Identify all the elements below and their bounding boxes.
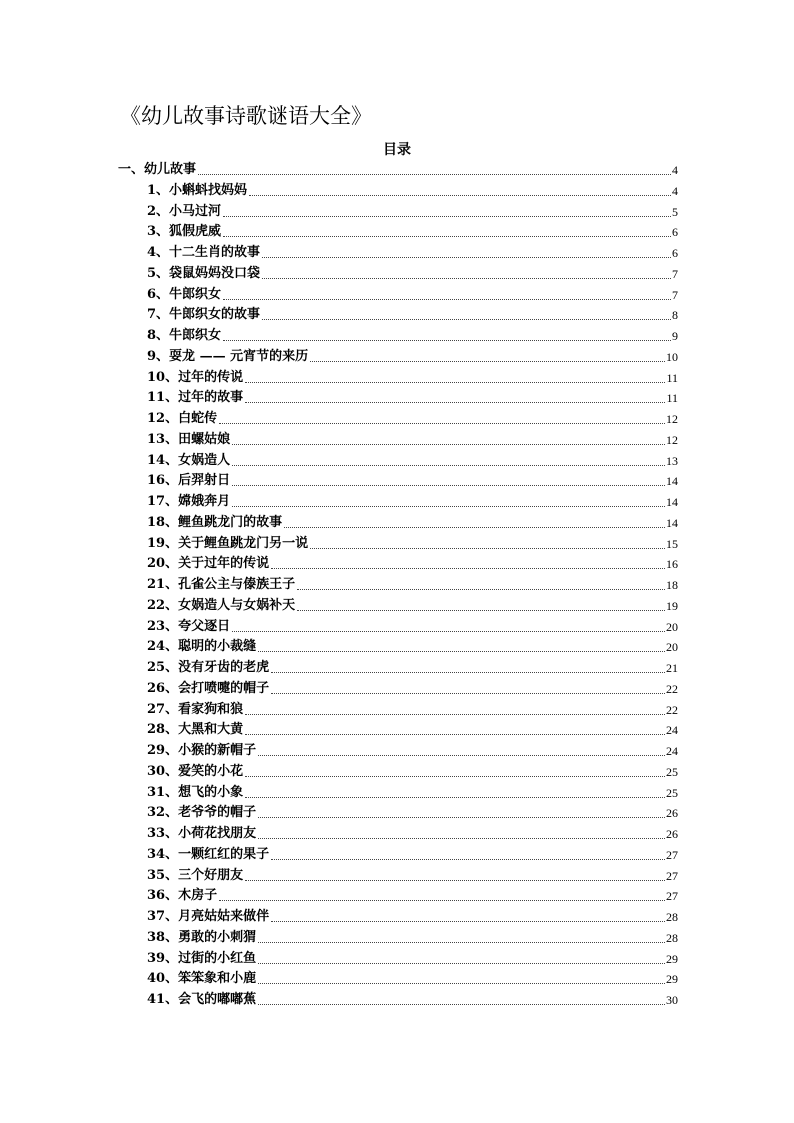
toc-dot-leader <box>310 547 665 549</box>
toc-dot-leader <box>258 837 665 839</box>
toc-entry-label: 31、想飞的小象 <box>147 784 244 800</box>
toc-entry-label: 41、会飞的嘟嘟蕉 <box>147 992 257 1007</box>
toc-dot-leader <box>258 816 665 818</box>
toc-entry-label: 25、没有牙齿的老虎 <box>147 660 270 675</box>
toc-dot-leader <box>262 318 671 320</box>
toc-entry[interactable] <box>147 760 678 780</box>
toc-entry-page: 9 <box>672 329 678 343</box>
toc-entry[interactable] <box>147 926 678 946</box>
toc-entry[interactable] <box>147 179 678 199</box>
toc-entry[interactable] <box>147 718 678 738</box>
toc-entry-page: 19 <box>666 598 678 613</box>
toc-entry[interactable] <box>147 698 678 718</box>
toc-entry-label: 6、牛郎织女 <box>147 286 222 302</box>
toc-entry[interactable] <box>147 822 678 842</box>
toc-entry-label: 28、大黑和大黄 <box>147 722 244 738</box>
toc-entry-page: 20 <box>666 619 678 634</box>
toc-entry-page: 25 <box>666 785 678 800</box>
toc-entry-page: 15 <box>666 536 678 551</box>
toc-entry-page: 12 <box>666 432 678 447</box>
toc-entry-label: 5、袋鼠妈妈没口袋 <box>147 265 261 281</box>
toc-entry-label: 4、十二生肖的故事 <box>147 245 261 260</box>
toc-entry[interactable] <box>147 303 678 323</box>
toc-entry-page: 14 <box>666 515 678 530</box>
toc-entry-page: 14 <box>666 474 678 489</box>
toc-entry-label: 35、三个好朋友 <box>147 867 244 883</box>
toc-entry[interactable] <box>147 220 678 240</box>
toc-entry-page: 27 <box>666 868 678 883</box>
toc-entry-page: 29 <box>666 972 678 987</box>
toc-dot-leader <box>258 650 665 652</box>
toc-entry-label: 13、田螺姑娘 <box>147 431 231 447</box>
toc-dot-leader <box>258 1003 665 1005</box>
toc-entry[interactable] <box>147 573 678 593</box>
toc-dot-leader <box>297 588 665 590</box>
toc-entry-label: 1、小蝌蚪找妈妈 <box>147 182 248 198</box>
toc-entry[interactable] <box>118 158 678 178</box>
toc-entry-label: 21、孔雀公主与傣族王子 <box>147 577 296 592</box>
toc-entry[interactable] <box>147 677 678 697</box>
toc-entry[interactable] <box>147 345 678 365</box>
toc-entry-label: 23、夸父逐日 <box>147 618 231 634</box>
toc-entry[interactable] <box>147 552 678 572</box>
toc-dot-leader <box>232 484 665 486</box>
toc-dot-leader <box>258 962 665 964</box>
toc-dot-leader <box>232 505 665 507</box>
toc-dot-leader <box>297 609 665 611</box>
toc-entry-label: 20、关于过年的传说 <box>147 556 270 572</box>
toc-entry-page: 24 <box>666 744 678 758</box>
toc-dot-leader <box>249 194 671 196</box>
toc-entry[interactable] <box>147 262 678 282</box>
toc-entry-label: 19、关于鲤鱼跳龙门另一说 <box>147 535 309 551</box>
toc-entry-label: 一、幼儿故事 <box>118 162 197 177</box>
toc-dot-leader <box>271 692 665 694</box>
toc-entry-page: 12 <box>666 412 678 426</box>
toc-entry-label: 11、过年的故事 <box>147 390 244 406</box>
toc-dot-leader <box>258 941 665 943</box>
toc-entry-label: 33、小荷花找朋友 <box>147 826 257 841</box>
toc-entry[interactable] <box>147 407 678 427</box>
toc-entry-label: 2、小马过河 <box>147 203 222 219</box>
toc-entry-label: 14、女娲造人 <box>147 452 231 468</box>
toc-entry-page: 30 <box>666 993 678 1007</box>
toc-entry[interactable] <box>147 739 678 759</box>
toc-entry-label: 3、狐假虎威 <box>147 224 222 240</box>
toc-dot-leader <box>245 733 665 735</box>
toc-entry-label: 26、会打喷嚏的帽子 <box>147 680 270 696</box>
toc-entry-page: 27 <box>666 889 678 904</box>
toc-entry[interactable] <box>147 615 678 635</box>
toc-dot-leader <box>245 401 665 403</box>
toc-entry-label: 29、小猴的新帽子 <box>147 743 257 758</box>
toc-entry-page: 14 <box>666 495 678 509</box>
toc-entry-page: 16 <box>666 557 678 572</box>
toc-entry[interactable] <box>147 635 678 655</box>
toc-entry[interactable] <box>147 428 678 448</box>
toc-dot-leader <box>223 339 671 341</box>
toc-dot-leader <box>258 982 665 984</box>
toc-entry-page: 11 <box>666 370 678 385</box>
toc-entry-label: 37、月亮姑姑来做伴 <box>147 909 270 924</box>
toc-entry[interactable] <box>147 843 678 863</box>
toc-entry[interactable] <box>147 656 678 676</box>
toc-entry[interactable] <box>147 967 678 987</box>
toc-entry-page: 11 <box>666 391 678 406</box>
toc-entry-page: 22 <box>666 702 678 717</box>
toc-entry-label: 7、牛郎织女的故事 <box>147 307 261 323</box>
toc-dot-leader <box>262 256 671 258</box>
toc-entry-page: 8 <box>672 308 678 323</box>
toc-dot-leader <box>223 215 671 217</box>
toc-entry-page: 26 <box>666 827 678 841</box>
toc-entry[interactable] <box>147 490 678 510</box>
toc-entry-page: 29 <box>666 951 678 966</box>
toc-heading: 目录 <box>383 142 411 158</box>
toc-dot-leader <box>219 422 665 424</box>
toc-dot-leader <box>271 567 665 569</box>
toc-entry[interactable] <box>147 781 678 801</box>
toc-entry-label: 9、耍龙 —— 元宵节的来历 <box>147 348 309 364</box>
toc-entry[interactable] <box>147 801 678 821</box>
toc-dot-leader <box>232 630 665 632</box>
toc-entry-label: 34、一颗红红的果子 <box>147 846 270 862</box>
toc-entry-label: 30、爱笑的小花 <box>147 763 244 779</box>
toc-entry[interactable] <box>147 864 678 884</box>
toc-dot-leader <box>223 298 671 300</box>
toc-entry[interactable] <box>147 241 678 261</box>
toc-dot-leader <box>245 381 665 383</box>
toc-dot-leader <box>245 713 665 715</box>
toc-entry-page: 28 <box>666 910 678 924</box>
toc-entry[interactable] <box>147 449 678 469</box>
toc-entry-label: 24、聪明的小裁缝 <box>147 639 257 655</box>
toc-dot-leader <box>245 796 665 798</box>
toc-entry-label: 39、过街的小红鱼 <box>147 950 257 966</box>
toc-entry-label: 32、老爷爷的帽子 <box>147 805 257 821</box>
toc-entry-page: 6 <box>672 225 678 240</box>
toc-entry-page: 7 <box>672 266 678 281</box>
toc-dot-leader <box>223 235 671 237</box>
toc-entry-page: 26 <box>666 806 678 821</box>
toc-entry-page: 18 <box>666 578 678 592</box>
toc-dot-leader <box>232 464 665 466</box>
toc-dot-leader <box>245 775 665 777</box>
toc-entry[interactable] <box>147 594 678 614</box>
document-title: 《幼儿故事诗歌谜语大全》 <box>120 104 372 128</box>
toc-entry-page: 13 <box>666 453 678 468</box>
toc-entry-page: 4 <box>672 183 678 198</box>
toc-entry[interactable] <box>147 884 678 904</box>
toc-dot-leader <box>284 526 665 528</box>
toc-entry-label: 18、鲤鱼跳龙门的故事 <box>147 514 283 530</box>
toc-entry[interactable] <box>147 386 678 406</box>
toc-entry-page: 24 <box>666 723 678 738</box>
toc-entry-page: 22 <box>666 681 678 696</box>
toc-dot-leader <box>310 360 665 362</box>
toc-entry-page: 10 <box>666 349 678 364</box>
toc-entry[interactable] <box>147 532 678 552</box>
toc-entry-label: 10、过年的传说 <box>147 369 244 385</box>
toc-entry[interactable] <box>147 947 678 967</box>
toc-entry-label: 27、看家狗和狼 <box>147 701 244 717</box>
toc-entry-label: 40、笨笨象和小鹿 <box>147 971 257 987</box>
toc-entry-page: 21 <box>666 661 678 675</box>
toc-entry-page: 6 <box>672 246 678 260</box>
toc-entry[interactable] <box>147 283 678 303</box>
toc-dot-leader <box>258 754 665 756</box>
toc-entry-page: 5 <box>672 204 678 219</box>
toc-dot-leader <box>245 879 665 881</box>
toc-entry-page: 4 <box>672 163 678 177</box>
toc-entry[interactable] <box>147 469 678 489</box>
toc-dot-leader <box>271 671 665 673</box>
toc-dot-leader <box>271 858 665 860</box>
toc-entry[interactable] <box>147 905 678 925</box>
toc-dot-leader <box>198 173 671 175</box>
toc-dot-leader <box>271 920 665 922</box>
toc-entry-label: 38、勇敢的小刺猬 <box>147 929 257 945</box>
toc-entry[interactable] <box>147 511 678 531</box>
toc-entry-page: 20 <box>666 640 678 655</box>
toc-entry-label: 16、后羿射日 <box>147 473 231 489</box>
toc-entry-page: 25 <box>666 764 678 779</box>
toc-entry-page: 28 <box>666 930 678 945</box>
toc-entry-label: 17、嫦娥奔月 <box>147 494 231 509</box>
toc-dot-leader <box>219 899 665 901</box>
toc-dot-leader <box>232 443 665 445</box>
toc-entry[interactable] <box>147 366 678 386</box>
toc-entry-label: 8、牛郎织女 <box>147 328 222 343</box>
toc-entry-label: 36、木房子 <box>147 888 218 904</box>
toc-entry-label: 12、白蛇传 <box>147 411 218 426</box>
toc-entry-label: 22、女娲造人与女娲补天 <box>147 597 296 613</box>
toc-entry-page: 27 <box>666 847 678 862</box>
toc-entry-page: 7 <box>672 287 678 302</box>
toc-entry[interactable] <box>147 200 678 220</box>
toc-dot-leader <box>262 277 671 279</box>
toc-entry[interactable] <box>147 324 678 344</box>
toc-entry[interactable] <box>147 988 678 1008</box>
